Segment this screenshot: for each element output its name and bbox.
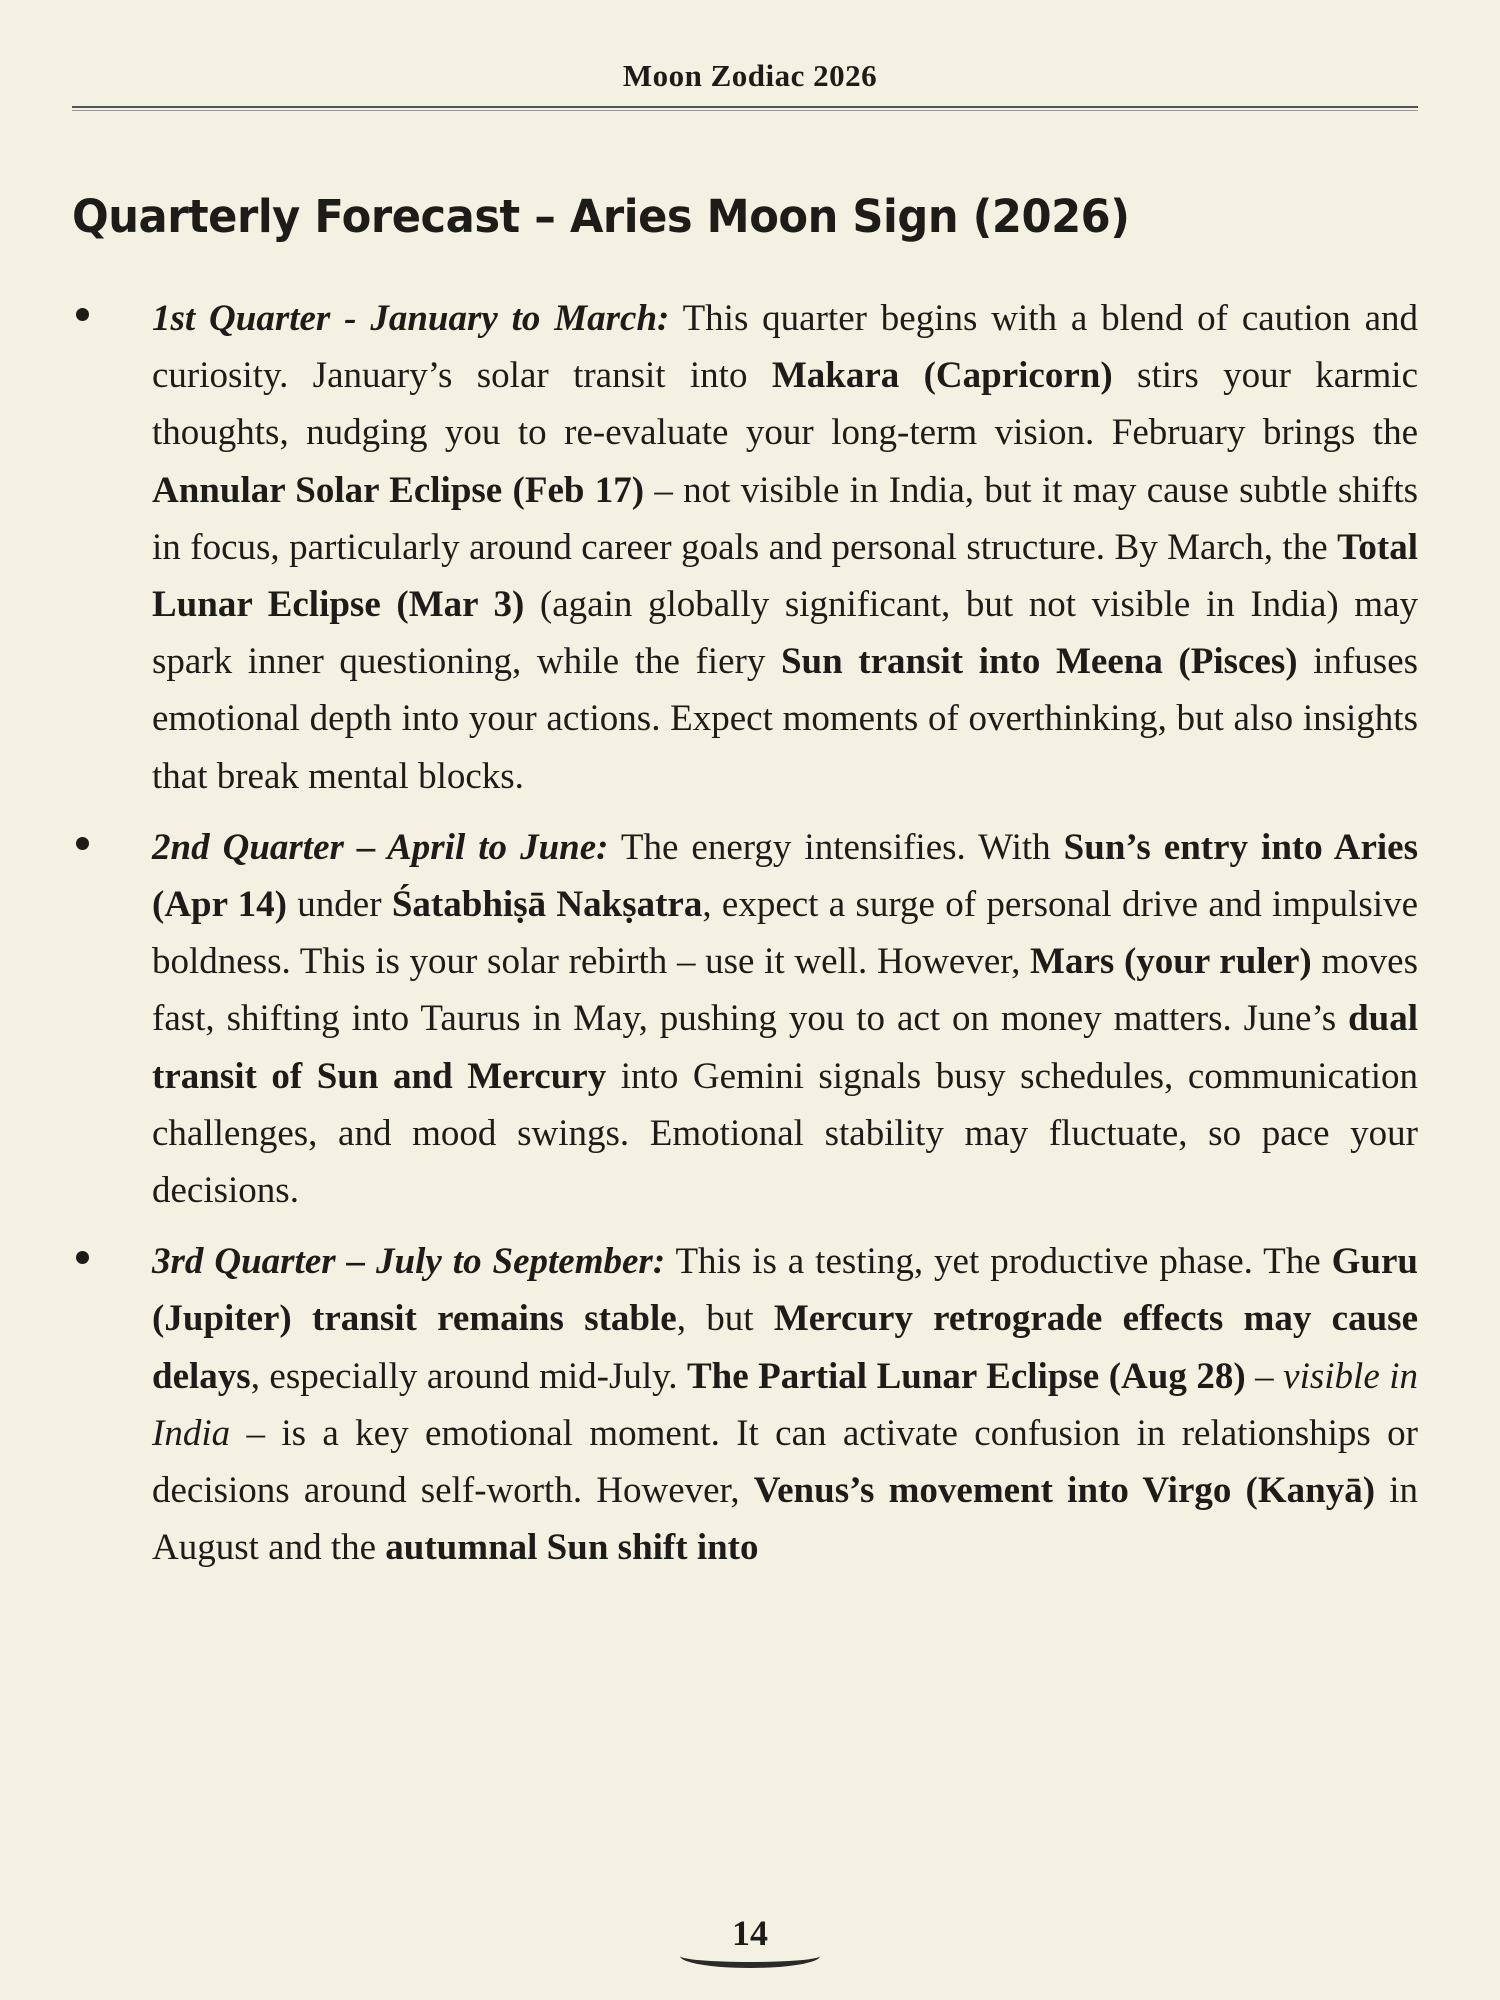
page-title: Quarterly Forecast – Aries Moon Sign (2026) <box>72 190 1130 243</box>
quarter-paragraph <box>152 290 1418 805</box>
emphasis-text: Mars (your ruler) <box>1030 941 1312 983</box>
body-text: This quarter begins with a blend of caution and curiosity. January’s solar transit into <box>152 298 1418 397</box>
body-text: , especially around mid-July. <box>250 1355 687 1397</box>
body-text: moves fast, shifting into Taurus in May, pushing you to act on money matters. June’s <box>152 941 1419 1040</box>
emphasis-text: Venus’s movement into Virgo (Kanyā) <box>753 1470 1376 1512</box>
emphasis-text: Śatabhiṣā Nakṣatra <box>391 884 703 926</box>
quarter-heading: 3rd Quarter – July to September: <box>152 1241 666 1283</box>
page-number-footer <box>0 1912 1500 1977</box>
body-text: The energy intensifies. With <box>608 826 1064 868</box>
emphasis-text: Sun transit into Meena (Pisces) <box>780 641 1298 683</box>
bullet-icon <box>76 1251 89 1264</box>
body-text: in August and the <box>152 1470 1419 1569</box>
body-text: – <box>1245 1355 1284 1397</box>
running-title: Moon Zodiac 2026 <box>622 58 878 93</box>
quarter-heading: 1st Quarter - January to March: <box>152 298 670 339</box>
emphasis-text: dual transit of Sun and Mercury <box>152 998 1418 1097</box>
italic-text: visible in India <box>152 1355 1419 1454</box>
quarter-paragraph <box>152 1233 1418 1576</box>
emphasis-text: The Partial Lunar Eclipse (Aug 28) <box>687 1355 1246 1397</box>
quarter-list <box>72 290 1418 1590</box>
quarter-item-2 <box>72 819 1418 1219</box>
body-text: into Gemini signals busy schedules, communication challenges, and mood swings. Emotional stability may fluctuate, so pace your decisions. <box>152 1055 1418 1212</box>
bullet-icon <box>76 308 89 321</box>
body-text: , but <box>676 1298 774 1340</box>
quarter-heading: 2nd Quarter – April to June: <box>152 826 609 868</box>
quarter-paragraph <box>152 819 1418 1219</box>
body-text: , expect a surge of personal drive and impulsive boldness. This is your solar rebirth – use it well. However, <box>152 884 1418 983</box>
emphasis-text: autumnal Sun shift into <box>385 1527 759 1569</box>
body-text: under <box>287 884 392 926</box>
body-text: stirs your karmic thoughts, nudging you to re-evaluate your long-term vision. February brings the <box>152 355 1418 454</box>
emphasis-text: Makara (Capricorn) <box>771 355 1113 397</box>
bullet-icon <box>76 837 89 850</box>
body-text: This is a testing, yet productive phase. The <box>665 1241 1332 1283</box>
quarter-item-3 <box>72 1233 1418 1576</box>
emphasis-text: Annular Solar Eclipse (Feb 17) <box>152 469 645 511</box>
header-rule <box>72 106 1418 111</box>
page-number: 14 <box>732 1913 768 1953</box>
body-text: (again globally significant, but not visible in India) may spark inner questioning, while the fiery <box>152 584 1418 683</box>
emphasis-text: Guru (Jupiter) transit remains stable <box>152 1241 1418 1340</box>
body-text: – not visible in India, but it may cause subtle shifts in focus, particularly around career goals and personal structure. By March, the <box>152 469 1418 568</box>
emphasis-text: Sun’s entry into Aries (Apr 14) <box>152 826 1418 926</box>
quarter-item-1 <box>72 290 1418 805</box>
emphasis-text: Total Lunar Eclipse (Mar 3) <box>152 526 1418 626</box>
body-text: infuses emotional depth into your actions. Expect moments of overthinking, but also insights that break mental blocks. <box>152 641 1419 797</box>
body-text: – is a key emotional moment. It can activate confusion in relationships or decisions around self-worth. However, <box>152 1412 1418 1512</box>
emphasis-text: Mercury retrograde effects may cause delays <box>152 1298 1418 1397</box>
